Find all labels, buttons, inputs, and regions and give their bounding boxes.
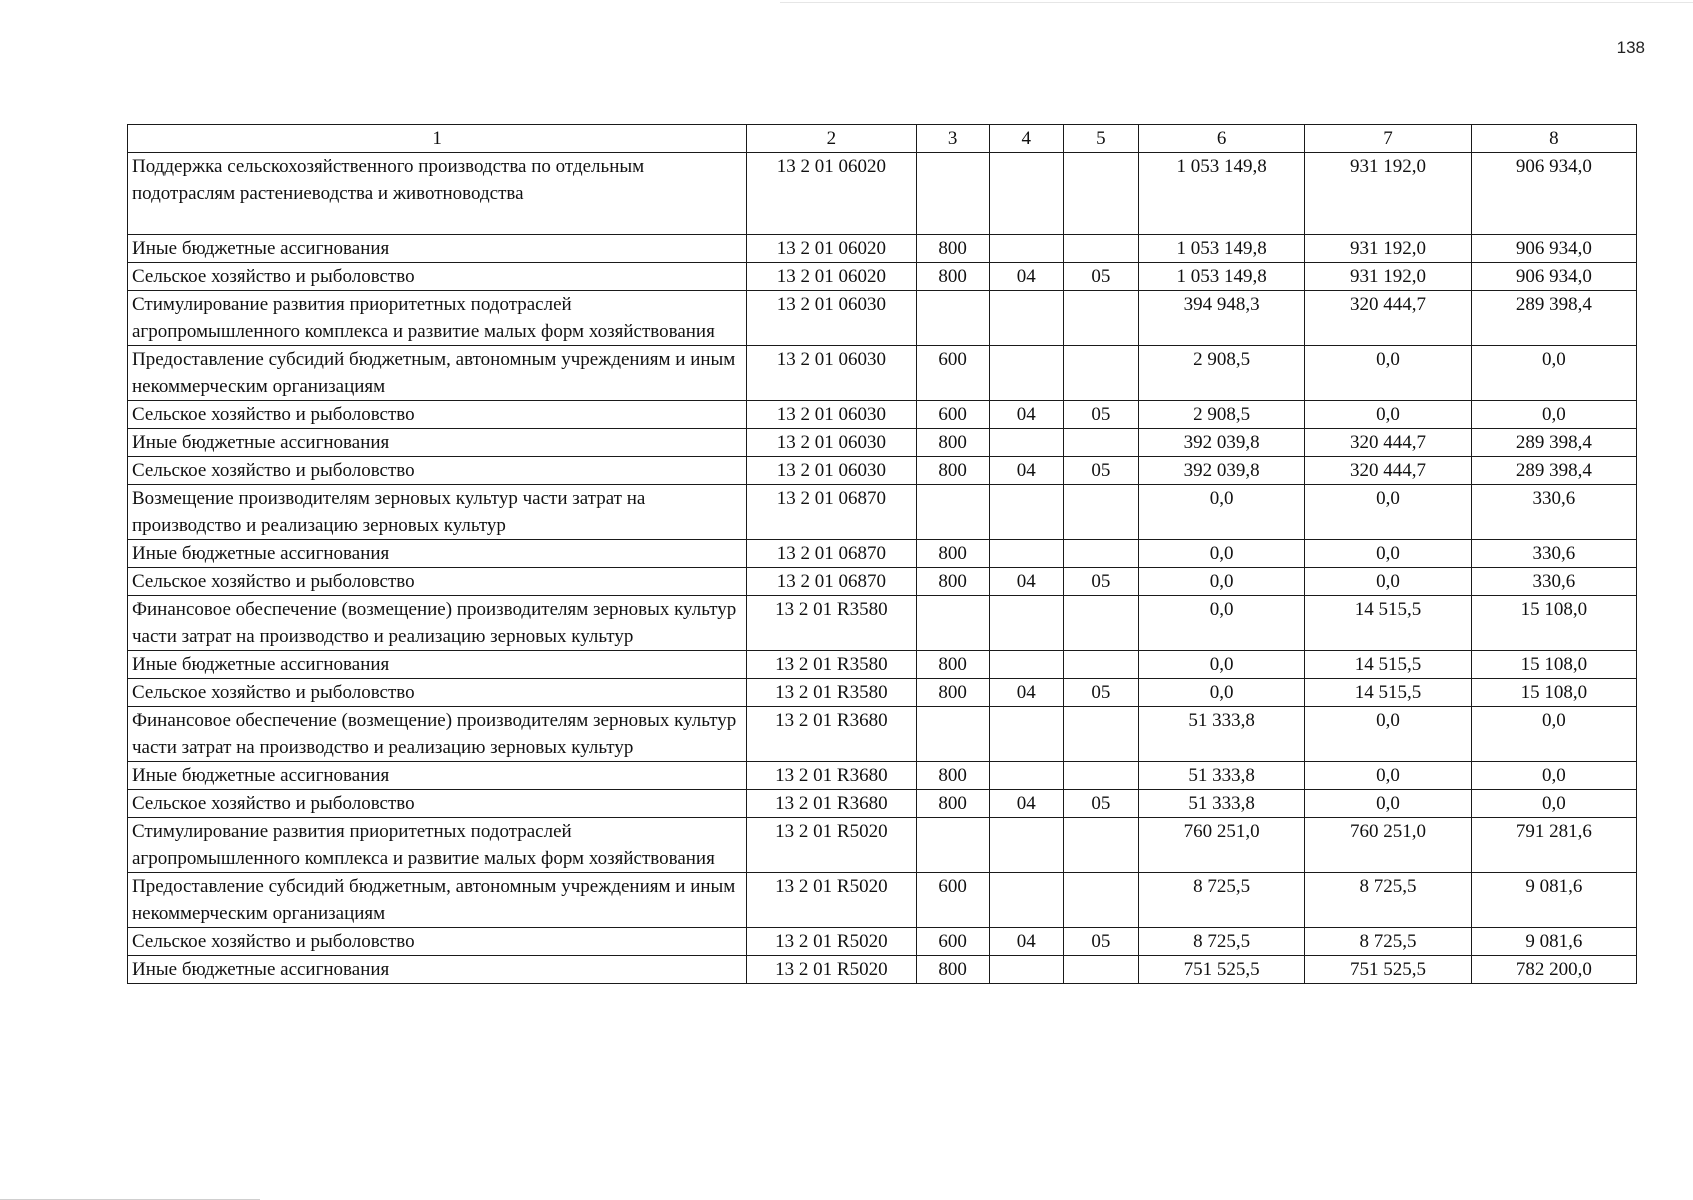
amount-col8-cell: 289 398,4 <box>1471 291 1636 346</box>
expense-type-cell <box>916 596 989 651</box>
amount-col7-cell: 0,0 <box>1305 401 1471 429</box>
amount-col6-cell: 760 251,0 <box>1138 818 1304 873</box>
target-code-cell: 13 2 01 06020 <box>747 263 916 291</box>
row-name-cell: Сельское хозяйство и рыболовство <box>128 679 747 707</box>
table-row <box>128 485 1637 540</box>
row-name-cell: Иные бюджетные ассигнования <box>128 235 747 263</box>
row-name-cell: Возмещение производителям зерновых культур части затрат на производство и реализацию зерновых культур <box>128 485 747 540</box>
amount-col6-cell: 51 333,8 <box>1138 790 1304 818</box>
amount-col7-cell: 931 192,0 <box>1305 235 1471 263</box>
subsection-cell: 05 <box>1063 457 1138 485</box>
section-cell: 04 <box>989 679 1063 707</box>
amount-col8-cell: 15 108,0 <box>1471 651 1636 679</box>
amount-col6-cell: 1 053 149,8 <box>1138 263 1304 291</box>
amount-col7-cell: 14 515,5 <box>1305 679 1471 707</box>
column-header: 3 <box>916 125 989 153</box>
expense-type-cell: 600 <box>916 401 989 429</box>
column-header: 7 <box>1305 125 1471 153</box>
expense-type-cell: 800 <box>916 457 989 485</box>
expense-type-cell: 600 <box>916 873 989 928</box>
row-name-cell: Иные бюджетные ассигнования <box>128 540 747 568</box>
amount-col8-cell: 0,0 <box>1471 346 1636 401</box>
section-cell <box>989 346 1063 401</box>
section-cell <box>989 956 1063 984</box>
expense-type-cell: 800 <box>916 263 989 291</box>
target-code-cell: 13 2 01 06030 <box>747 429 916 457</box>
amount-col6-cell: 51 333,8 <box>1138 762 1304 790</box>
section-cell <box>989 707 1063 762</box>
subsection-cell <box>1063 707 1138 762</box>
subsection-cell <box>1063 153 1138 235</box>
target-code-cell: 13 2 01 06030 <box>747 291 916 346</box>
table-row <box>128 651 1637 679</box>
amount-col8-cell: 0,0 <box>1471 790 1636 818</box>
amount-col6-cell: 8 725,5 <box>1138 873 1304 928</box>
expense-type-cell: 800 <box>916 651 989 679</box>
row-name-cell: Предоставление субсидий бюджетным, автономным учреждениям и иным некоммерческим организациям <box>128 346 747 401</box>
section-cell: 04 <box>989 401 1063 429</box>
amount-col7-cell: 8 725,5 <box>1305 928 1471 956</box>
amount-col7-cell: 751 525,5 <box>1305 956 1471 984</box>
subsection-cell: 05 <box>1063 790 1138 818</box>
table-row <box>128 762 1637 790</box>
amount-col8-cell: 791 281,6 <box>1471 818 1636 873</box>
amount-col7-cell: 0,0 <box>1305 540 1471 568</box>
amount-col6-cell: 1 053 149,8 <box>1138 235 1304 263</box>
amount-col8-cell: 906 934,0 <box>1471 153 1636 235</box>
table-row <box>128 568 1637 596</box>
subsection-cell <box>1063 540 1138 568</box>
amount-col7-cell: 8 725,5 <box>1305 873 1471 928</box>
amount-col8-cell: 330,6 <box>1471 540 1636 568</box>
row-name-cell: Сельское хозяйство и рыболовство <box>128 790 747 818</box>
amount-col7-cell: 760 251,0 <box>1305 818 1471 873</box>
section-cell: 04 <box>989 263 1063 291</box>
subsection-cell <box>1063 485 1138 540</box>
table-row <box>128 928 1637 956</box>
header-row <box>128 125 1637 153</box>
row-name-cell: Сельское хозяйство и рыболовство <box>128 568 747 596</box>
expense-type-cell: 800 <box>916 429 989 457</box>
section-cell <box>989 762 1063 790</box>
table-row <box>128 707 1637 762</box>
amount-col8-cell: 330,6 <box>1471 568 1636 596</box>
section-cell <box>989 485 1063 540</box>
table-row <box>128 596 1637 651</box>
subsection-cell <box>1063 346 1138 401</box>
amount-col6-cell: 1 053 149,8 <box>1138 153 1304 235</box>
section-cell <box>989 235 1063 263</box>
target-code-cell: 13 2 01 06870 <box>747 485 916 540</box>
amount-col8-cell: 906 934,0 <box>1471 263 1636 291</box>
subsection-cell <box>1063 596 1138 651</box>
table-row <box>128 540 1637 568</box>
expense-type-cell: 600 <box>916 346 989 401</box>
budget-table <box>127 124 1637 984</box>
amount-col6-cell: 394 948,3 <box>1138 291 1304 346</box>
amount-col7-cell: 931 192,0 <box>1305 263 1471 291</box>
row-name-cell: Сельское хозяйство и рыболовство <box>128 263 747 291</box>
expense-type-cell <box>916 485 989 540</box>
expense-type-cell: 800 <box>916 679 989 707</box>
table-row <box>128 346 1637 401</box>
expense-type-cell <box>916 818 989 873</box>
subsection-cell: 05 <box>1063 568 1138 596</box>
table-row <box>128 429 1637 457</box>
subsection-cell <box>1063 956 1138 984</box>
amount-col7-cell: 0,0 <box>1305 790 1471 818</box>
row-name-cell: Сельское хозяйство и рыболовство <box>128 928 747 956</box>
amount-col7-cell: 0,0 <box>1305 568 1471 596</box>
amount-col8-cell: 9 081,6 <box>1471 928 1636 956</box>
amount-col6-cell: 0,0 <box>1138 540 1304 568</box>
subsection-cell <box>1063 873 1138 928</box>
amount-col6-cell: 0,0 <box>1138 485 1304 540</box>
target-code-cell: 13 2 01 R3580 <box>747 651 916 679</box>
amount-col8-cell: 15 108,0 <box>1471 679 1636 707</box>
row-name-cell: Финансовое обеспечение (возмещение) производителям зерновых культур части затрат на производство и реализацию зерновых культур <box>128 596 747 651</box>
target-code-cell: 13 2 01 R3680 <box>747 707 916 762</box>
subsection-cell <box>1063 429 1138 457</box>
target-code-cell: 13 2 01 R5020 <box>747 873 916 928</box>
section-cell <box>989 291 1063 346</box>
subsection-cell: 05 <box>1063 401 1138 429</box>
section-cell <box>989 429 1063 457</box>
amount-col6-cell: 392 039,8 <box>1138 429 1304 457</box>
subsection-cell <box>1063 818 1138 873</box>
subsection-cell: 05 <box>1063 679 1138 707</box>
amount-col7-cell: 0,0 <box>1305 707 1471 762</box>
amount-col6-cell: 8 725,5 <box>1138 928 1304 956</box>
section-cell <box>989 651 1063 679</box>
table-row <box>128 956 1637 984</box>
target-code-cell: 13 2 01 06020 <box>747 153 916 235</box>
row-name-cell: Стимулирование развития приоритетных подотраслей агропромышленного комплекса и развитие малых форм хозяйствования <box>128 291 747 346</box>
row-name-cell: Иные бюджетные ассигнования <box>128 956 747 984</box>
amount-col7-cell: 320 444,7 <box>1305 457 1471 485</box>
column-header: 6 <box>1138 125 1304 153</box>
amount-col6-cell: 2 908,5 <box>1138 401 1304 429</box>
row-name-cell: Иные бюджетные ассигнования <box>128 429 747 457</box>
row-name-cell: Иные бюджетные ассигнования <box>128 651 747 679</box>
column-header: 5 <box>1063 125 1138 153</box>
column-header: 2 <box>747 125 916 153</box>
row-name-cell: Стимулирование развития приоритетных подотраслей агропромышленного комплекса и развитие малых форм хозяйствования <box>128 818 747 873</box>
amount-col6-cell: 0,0 <box>1138 679 1304 707</box>
amount-col8-cell: 330,6 <box>1471 485 1636 540</box>
target-code-cell: 13 2 01 06020 <box>747 235 916 263</box>
amount-col8-cell: 0,0 <box>1471 707 1636 762</box>
amount-col6-cell: 51 333,8 <box>1138 707 1304 762</box>
amount-col7-cell: 14 515,5 <box>1305 651 1471 679</box>
subsection-cell: 05 <box>1063 263 1138 291</box>
amount-col7-cell: 320 444,7 <box>1305 429 1471 457</box>
target-code-cell: 13 2 01 R5020 <box>747 818 916 873</box>
target-code-cell: 13 2 01 R3580 <box>747 679 916 707</box>
target-code-cell: 13 2 01 R5020 <box>747 928 916 956</box>
expense-type-cell: 800 <box>916 762 989 790</box>
expense-type-cell: 800 <box>916 235 989 263</box>
row-name-cell: Сельское хозяйство и рыболовство <box>128 401 747 429</box>
section-cell: 04 <box>989 928 1063 956</box>
section-cell: 04 <box>989 568 1063 596</box>
column-header: 8 <box>1471 125 1636 153</box>
amount-col8-cell: 782 200,0 <box>1471 956 1636 984</box>
expense-type-cell: 800 <box>916 568 989 596</box>
amount-col7-cell: 931 192,0 <box>1305 153 1471 235</box>
amount-col6-cell: 0,0 <box>1138 651 1304 679</box>
page-number: 138 <box>1616 38 1645 57</box>
subsection-cell: 05 <box>1063 928 1138 956</box>
target-code-cell: 13 2 01 06870 <box>747 568 916 596</box>
table-row <box>128 263 1637 291</box>
amount-col8-cell: 0,0 <box>1471 762 1636 790</box>
amount-col6-cell: 751 525,5 <box>1138 956 1304 984</box>
expense-type-cell <box>916 707 989 762</box>
target-code-cell: 13 2 01 06030 <box>747 457 916 485</box>
target-code-cell: 13 2 01 R3680 <box>747 790 916 818</box>
column-header: 1 <box>128 125 747 153</box>
row-name-cell: Сельское хозяйство и рыболовство <box>128 457 747 485</box>
table-row <box>128 235 1637 263</box>
target-code-cell: 13 2 01 06030 <box>747 346 916 401</box>
target-code-cell: 13 2 01 R5020 <box>747 956 916 984</box>
subsection-cell <box>1063 651 1138 679</box>
expense-type-cell <box>916 291 989 346</box>
table-row <box>128 457 1637 485</box>
expense-type-cell: 800 <box>916 956 989 984</box>
row-name-cell: Поддержка сельскохозяйственного производства по отдельным подотраслям растениеводства и животноводства <box>128 153 747 235</box>
column-header: 4 <box>989 125 1063 153</box>
amount-col7-cell: 0,0 <box>1305 762 1471 790</box>
amount-col8-cell: 289 398,4 <box>1471 429 1636 457</box>
table-row <box>128 153 1637 235</box>
amount-col6-cell: 0,0 <box>1138 596 1304 651</box>
row-name-cell: Финансовое обеспечение (возмещение) производителям зерновых культур части затрат на производство и реализацию зерновых культур <box>128 707 747 762</box>
scan-artifact-top <box>780 2 1693 3</box>
row-name-cell: Иные бюджетные ассигнования <box>128 762 747 790</box>
target-code-cell: 13 2 01 06030 <box>747 401 916 429</box>
subsection-cell <box>1063 235 1138 263</box>
amount-col6-cell: 392 039,8 <box>1138 457 1304 485</box>
amount-col7-cell: 0,0 <box>1305 346 1471 401</box>
table-row <box>128 790 1637 818</box>
section-cell <box>989 873 1063 928</box>
amount-col7-cell: 0,0 <box>1305 485 1471 540</box>
section-cell <box>989 596 1063 651</box>
section-cell <box>989 153 1063 235</box>
target-code-cell: 13 2 01 R3580 <box>747 596 916 651</box>
amount-col8-cell: 289 398,4 <box>1471 457 1636 485</box>
amount-col6-cell: 0,0 <box>1138 568 1304 596</box>
table-row <box>128 818 1637 873</box>
amount-col8-cell: 9 081,6 <box>1471 873 1636 928</box>
amount-col8-cell: 906 934,0 <box>1471 235 1636 263</box>
section-cell: 04 <box>989 790 1063 818</box>
table-row <box>128 401 1637 429</box>
target-code-cell: 13 2 01 06870 <box>747 540 916 568</box>
amount-col8-cell: 0,0 <box>1471 401 1636 429</box>
subsection-cell <box>1063 762 1138 790</box>
amount-col7-cell: 320 444,7 <box>1305 291 1471 346</box>
table-body <box>128 153 1637 984</box>
expense-type-cell: 800 <box>916 790 989 818</box>
subsection-cell <box>1063 291 1138 346</box>
amount-col8-cell: 15 108,0 <box>1471 596 1636 651</box>
amount-col6-cell: 2 908,5 <box>1138 346 1304 401</box>
expense-type-cell: 600 <box>916 928 989 956</box>
section-cell <box>989 540 1063 568</box>
amount-col7-cell: 14 515,5 <box>1305 596 1471 651</box>
target-code-cell: 13 2 01 R3680 <box>747 762 916 790</box>
table-row <box>128 679 1637 707</box>
row-name-cell: Предоставление субсидий бюджетным, автономным учреждениям и иным некоммерческим организациям <box>128 873 747 928</box>
expense-type-cell: 800 <box>916 540 989 568</box>
section-cell: 04 <box>989 457 1063 485</box>
table-row <box>128 873 1637 928</box>
expense-type-cell <box>916 153 989 235</box>
section-cell <box>989 818 1063 873</box>
table-row <box>128 291 1637 346</box>
